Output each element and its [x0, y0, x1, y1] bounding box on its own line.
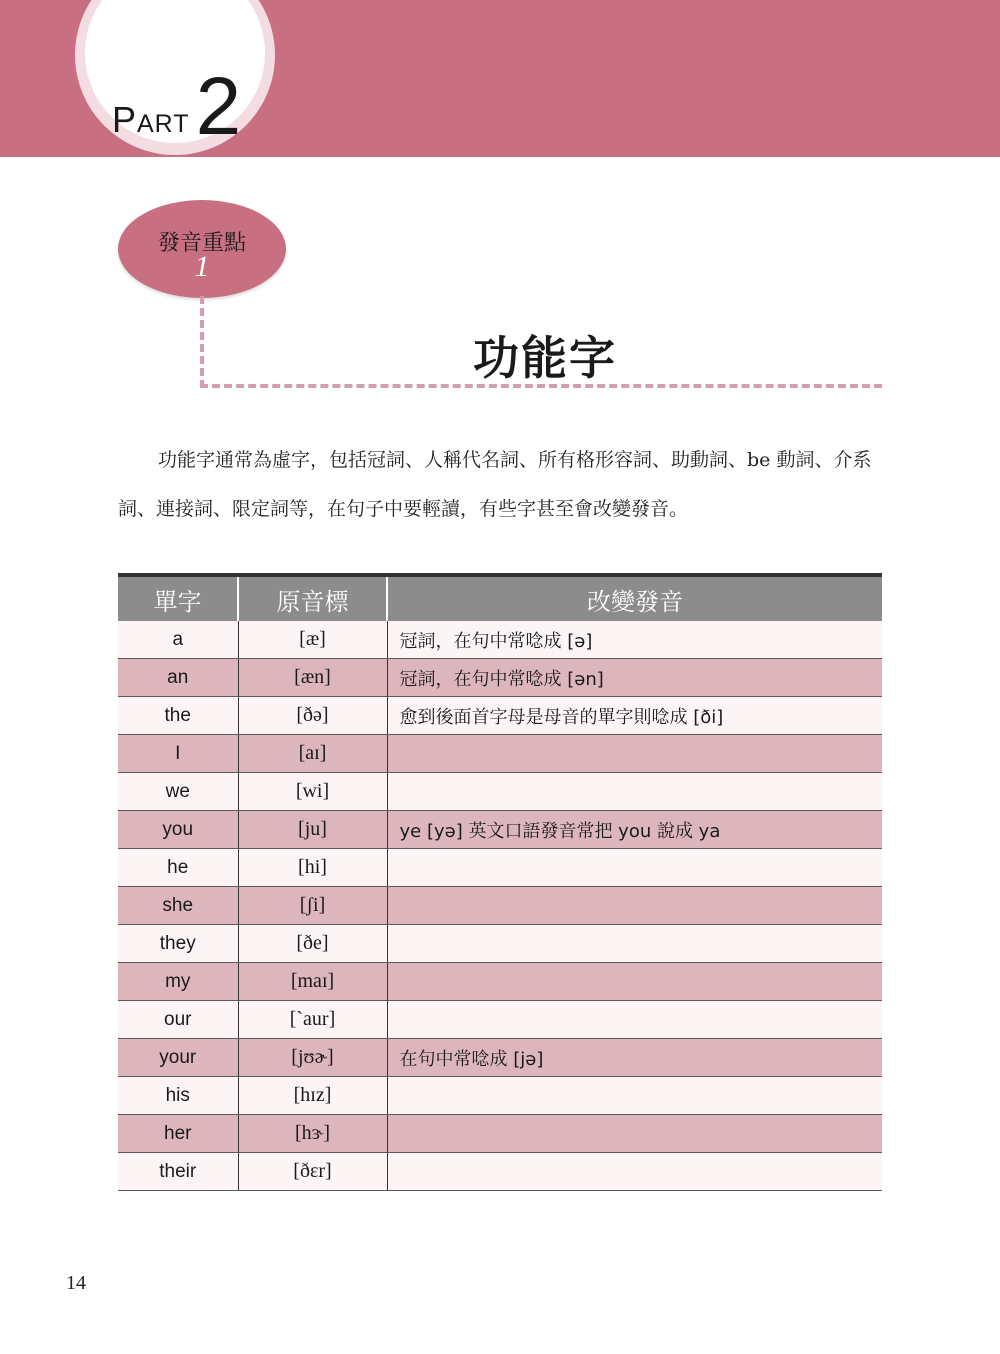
ipa-cell: [ʃi]	[238, 887, 387, 925]
ipa-cell: [ˋaur]	[238, 1001, 387, 1039]
word-cell: their	[118, 1153, 238, 1191]
word-cell: your	[118, 1039, 238, 1077]
note-cell: 在句中常唸成 [jə]	[387, 1039, 882, 1077]
word-cell: the	[118, 697, 238, 735]
part-number: 2	[195, 61, 242, 152]
note-cell	[387, 735, 882, 773]
table-row	[118, 621, 882, 659]
word-cell: you	[118, 811, 238, 849]
table-row	[118, 735, 882, 773]
table-row	[118, 887, 882, 925]
table-row	[118, 925, 882, 963]
function-words-table	[118, 573, 882, 1191]
ipa-cell: [ðə]	[238, 697, 387, 735]
part-word: Part	[112, 99, 190, 140]
note-cell	[387, 773, 882, 811]
page-number: 14	[66, 1272, 86, 1294]
note-cell: 冠詞，在句中常唸成 [ə]	[387, 621, 882, 659]
intro-paragraph: 功能字通常為虛字，包括冠詞、人稱代名詞、所有格形容詞、助動詞、be 動詞、介系詞、連接詞、限定詞等，在句子中要輕讀，有些字甚至會改變發音。	[118, 449, 872, 520]
word-cell: I	[118, 735, 238, 773]
ipa-cell: [hɪz]	[238, 1077, 387, 1115]
table-row	[118, 849, 882, 887]
table-row	[118, 659, 882, 697]
word-cell: his	[118, 1077, 238, 1115]
word-cell: my	[118, 963, 238, 1001]
note-cell	[387, 925, 882, 963]
table-row	[118, 1115, 882, 1153]
word-cell: he	[118, 849, 238, 887]
badge-number: 1	[194, 250, 210, 283]
note-cell	[387, 1115, 882, 1153]
table-row	[118, 697, 882, 735]
ipa-cell: [ðe]	[238, 925, 387, 963]
ipa-cell: [æn]	[238, 659, 387, 697]
ipa-cell: [ðɛr]	[238, 1153, 387, 1191]
header-changed-pronunciation: 改變發音	[387, 575, 882, 621]
table-row	[118, 963, 882, 1001]
header-word: 單字	[118, 575, 238, 621]
part-label	[112, 61, 242, 152]
note-cell	[387, 849, 882, 887]
word-cell: a	[118, 621, 238, 659]
note-cell: 冠詞，在句中常唸成 [ən]	[387, 659, 882, 697]
ipa-cell: [aɪ]	[238, 735, 387, 773]
note-cell	[387, 1153, 882, 1191]
note-cell: ye [yə] 英文口語發音常把 you 說成 ya	[387, 811, 882, 849]
table-row	[118, 1077, 882, 1115]
ipa-cell: [hi]	[238, 849, 387, 887]
note-cell	[387, 1001, 882, 1039]
table-row	[118, 1001, 882, 1039]
word-cell: she	[118, 887, 238, 925]
note-cell	[387, 1077, 882, 1115]
ipa-cell: [hɝ]	[238, 1115, 387, 1153]
badge-title: 發音重點	[157, 231, 246, 256]
ipa-cell: [maɪ]	[238, 963, 387, 1001]
ipa-cell: [jʊɚ]	[238, 1039, 387, 1077]
ipa-cell: [wi]	[238, 773, 387, 811]
word-cell: an	[118, 659, 238, 697]
table-header-row	[118, 575, 882, 621]
word-cell: we	[118, 773, 238, 811]
note-cell	[387, 963, 882, 1001]
word-cell: they	[118, 925, 238, 963]
table-row	[118, 773, 882, 811]
section-title: 功能字	[473, 331, 617, 385]
dashed-connector-vertical	[200, 296, 204, 388]
word-cell: her	[118, 1115, 238, 1153]
word-cell: our	[118, 1001, 238, 1039]
note-cell: 愈到後面首字母是母音的單字則唸成 [ði]	[387, 697, 882, 735]
table-row	[118, 1153, 882, 1191]
key-point-badge	[118, 200, 286, 298]
note-cell	[387, 887, 882, 925]
ipa-cell: [ju]	[238, 811, 387, 849]
ipa-cell: [æ]	[238, 621, 387, 659]
header-ipa: 原音標	[238, 575, 387, 621]
table-row	[118, 1039, 882, 1077]
table-row	[118, 811, 882, 849]
